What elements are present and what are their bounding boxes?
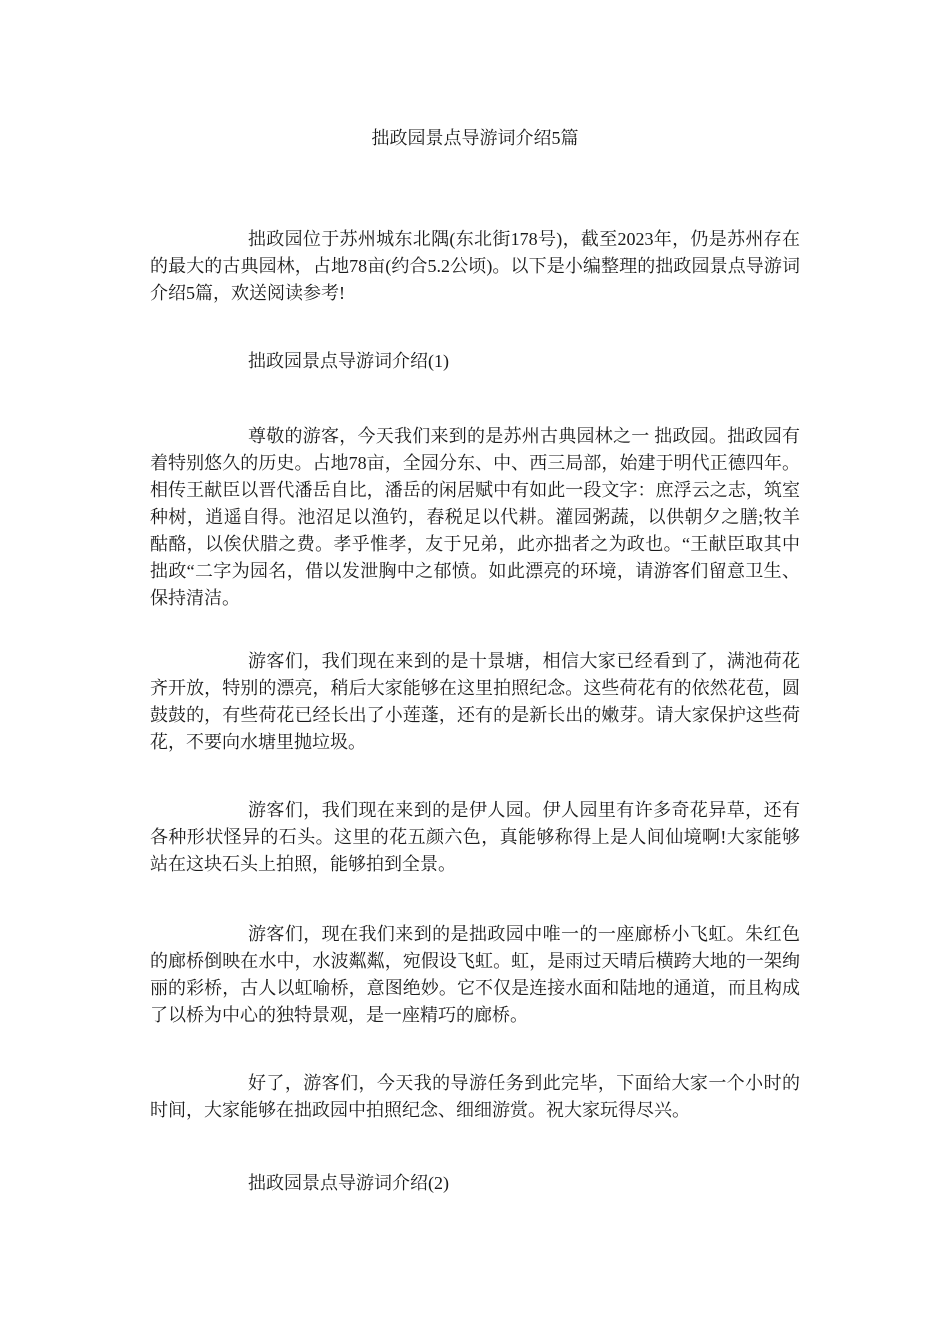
body-paragraph: 尊敬的游客，今天我们来到的是苏州古典园林之一 拙政园。拙政园有着特别悠久的历史。占地78亩，全园分东、中、西三局部，始建于明代正德四年。相传王献臣以晋代潘岳自比，潘岳的闲居赋中有如此一段文字：庶浮云之志，筑室种树，逍遥自得。池沼足以渔钓，舂税足以代耕。灌园粥蔬，以供朝夕之膳;牧羊酤酪，以俟伏腊之费。孝乎惟孝，友于兄弟，此亦拙者之为政也。“王献臣取其中拙政“二字为园名，借以发泄胸中之郁愤。如此漂亮的环境，请游客们留意卫生、保持清洁。	[150, 426, 800, 608]
body-paragraph: 游客们，我们现在来到的是伊人园。伊人园里有许多奇花异草，还有各种形状怪异的石头。这里的花五颜六色，真能够称得上是人间仙境啊!大家能够站在这块石头上拍照，能够拍到全景。	[150, 800, 800, 874]
section-heading-1: 拙政园景点导游词介绍(1)	[248, 351, 449, 371]
body-paragraph: 好了，游客们，今天我的导游任务到此完毕，下面给大家一个小时的时间，大家能够在拙政园中拍照纪念、细细游赏。祝大家玩得尽兴。	[150, 1073, 800, 1120]
document-title: 拙政园景点导游词介绍5篇	[371, 128, 579, 148]
intro-paragraph: 拙政园位于苏州城东北隅(东北街178号)，截至2023年，仍是苏州存在的最大的古典园林，占地78亩(约合5.2公顷)。以下是小编整理的拙政园景点导游词介绍5篇，欢送阅读参考!	[150, 229, 800, 303]
section-heading-2: 拙政园景点导游词介绍(2)	[248, 1173, 449, 1193]
body-paragraph: 游客们，我们现在来到的是十景塘，相信大家已经看到了，满池荷花齐开放，特别的漂亮，稍后大家能够在这里拍照纪念。这些荷花有的依然花苞，圆鼓鼓的，有些荷花已经长出了小莲蓬，还有的是新长出的嫩芽。请大家保护这些荷花，不要向水塘里抛垃圾。	[150, 651, 800, 752]
body-paragraph: 游客们，现在我们来到的是拙政园中唯一的一座廊桥小飞虹。朱红色的廊桥倒映在水中，水波粼粼，宛假设飞虹。虹，是雨过天晴后横跨大地的一架绚丽的彩桥，古人以虹喻桥，意图绝妙。它不仅是连接水面和陆地的通道，而且构成了以桥为中心的独特景观，是一座精巧的廊桥。	[150, 924, 800, 1025]
